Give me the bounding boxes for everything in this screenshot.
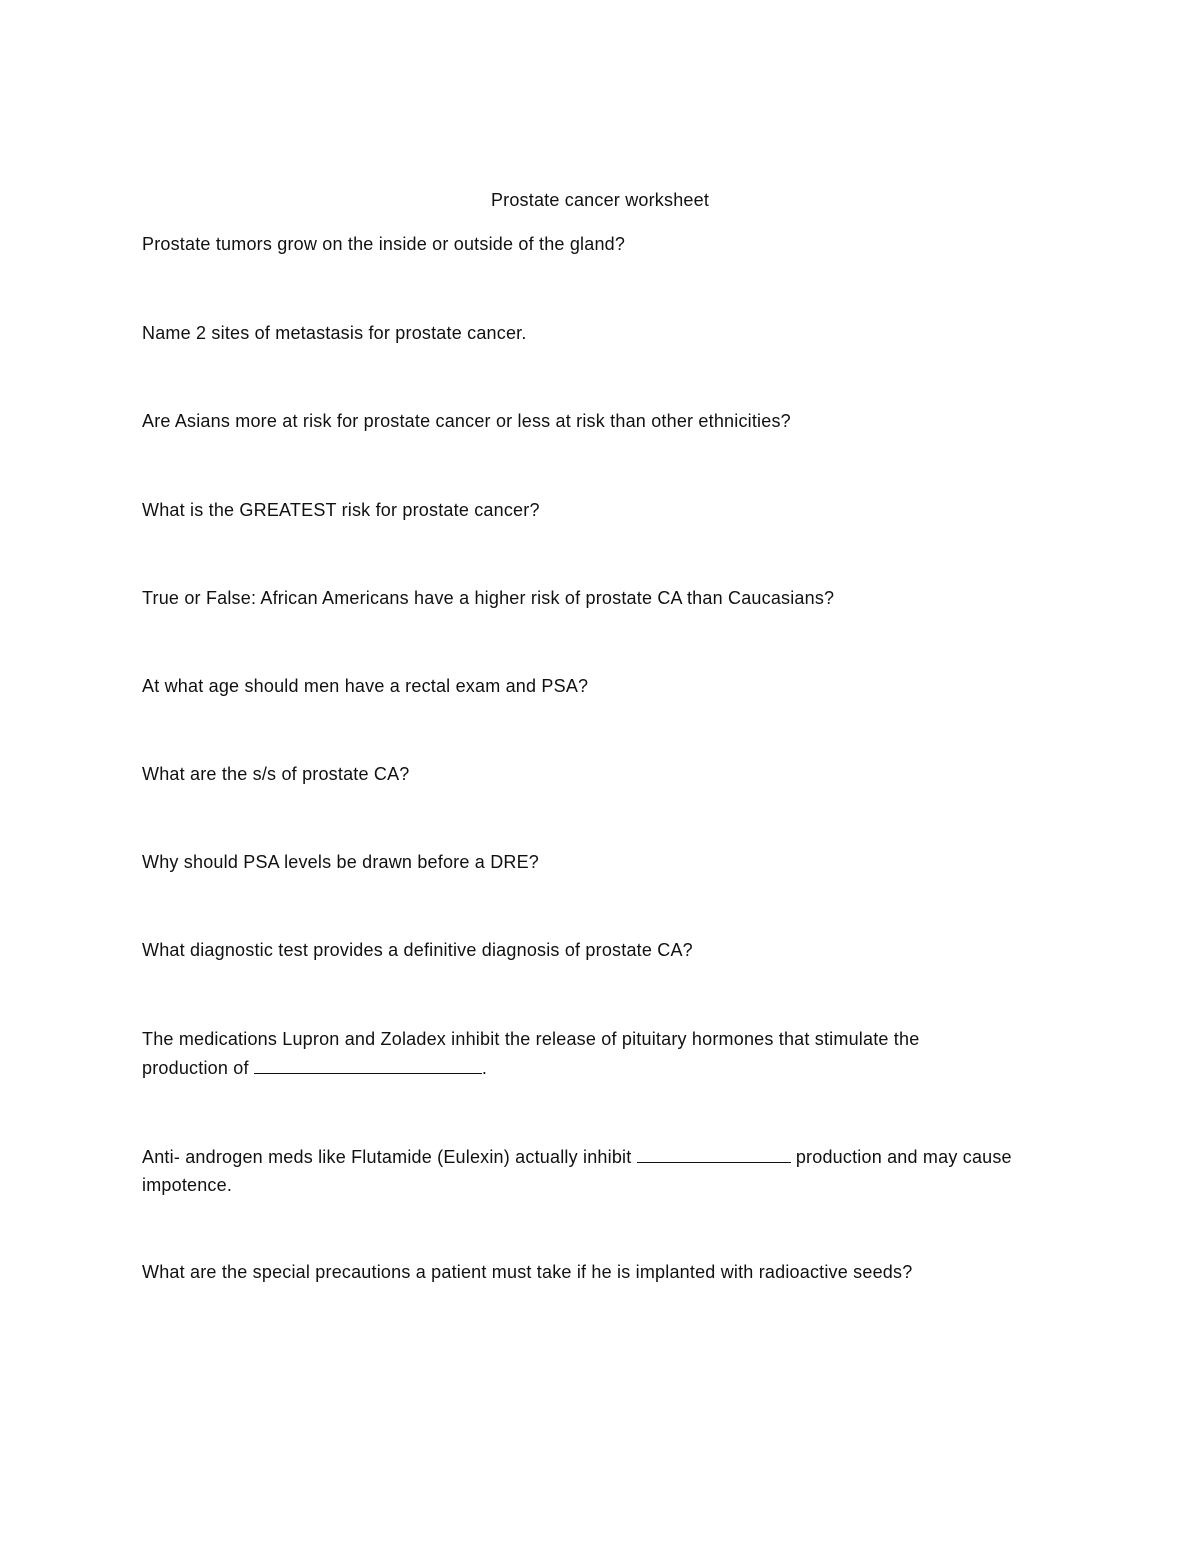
question-6: At what age should men have a rectal exam and PSA? — [142, 676, 589, 696]
answer-blank — [254, 1053, 482, 1074]
answer-blank — [637, 1142, 791, 1163]
question-12: What are the special precautions a patient must take if he is implanted with radioactive seeds? — [142, 1262, 913, 1282]
question-1: Prostate tumors grow on the inside or outside of the gland? — [142, 234, 626, 254]
question-8: Why should PSA levels be drawn before a DRE? — [142, 852, 540, 872]
worksheet-title: Prostate cancer worksheet — [490, 190, 710, 210]
question-3: Are Asians more at risk for prostate cancer or less at risk than other ethnicities? — [142, 411, 791, 431]
question-11-text: Anti- androgen meds like Flutamide (Eulexin) actually inhibit — [142, 1147, 637, 1167]
question-10-end: . — [481, 1058, 488, 1078]
question-11 — [142, 1142, 1072, 1199]
question-7: What are the s/s of prostate CA? — [142, 764, 410, 784]
question-2: Name 2 sites of metastasis for prostate cancer. — [142, 323, 527, 343]
question-9: What diagnostic test provides a definitive diagnosis of prostate CA? — [142, 940, 693, 960]
question-10 — [142, 1025, 1002, 1082]
question-11-end: production and may cause impotence. — [142, 1147, 1012, 1195]
question-10-text: The medications Lupron and Zoladex inhibit the release of pituitary hormones that stimulate the production of — [142, 1029, 920, 1078]
question-5: True or False: African Americans have a higher risk of prostate CA than Caucasians? — [142, 588, 835, 608]
question-4: What is the GREATEST risk for prostate cancer? — [142, 500, 540, 520]
